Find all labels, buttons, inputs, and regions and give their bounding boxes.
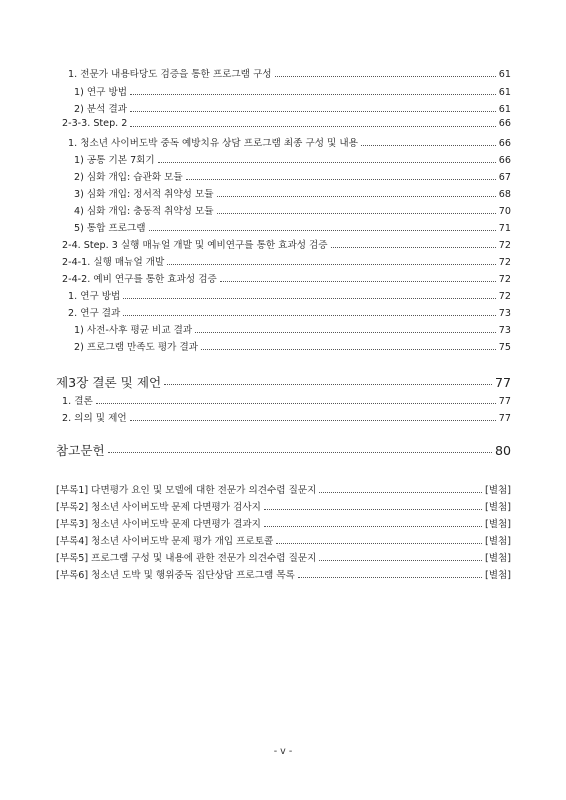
toc-entry-label: 2-3-3. Step. 2 bbox=[62, 118, 128, 129]
toc-leader bbox=[264, 526, 482, 527]
toc-entry bbox=[68, 288, 511, 302]
toc-leader bbox=[217, 196, 496, 197]
toc-entry bbox=[68, 135, 511, 149]
toc-leader bbox=[319, 492, 482, 493]
toc-entry-page: 68 bbox=[498, 189, 511, 200]
toc-leader bbox=[331, 247, 496, 248]
toc-entry-label: 2-4. Step. 3 실행 매뉴얼 개발 및 예비연구를 통한 효과성 검증 bbox=[62, 240, 328, 251]
toc-entry-page: 75 bbox=[498, 342, 511, 353]
toc-leader bbox=[264, 509, 482, 510]
toc-leader bbox=[195, 332, 496, 333]
toc-entry-page: 61 bbox=[498, 104, 511, 115]
toc-appendix-page: [별첨] bbox=[484, 536, 511, 547]
toc-entry-label: 2. 의의 및 제언 bbox=[62, 413, 127, 424]
toc-entry-label: 1. 전문가 내용타당도 검증을 통한 프로그램 구성 bbox=[68, 69, 272, 80]
toc-entry-label: 3) 심화 개입: 정서적 취약성 모듈 bbox=[74, 189, 214, 200]
toc-appendix bbox=[56, 499, 511, 513]
toc-entry bbox=[68, 305, 511, 319]
toc-chapter-label: 참고문헌 bbox=[56, 443, 105, 458]
toc-entry-label: 2) 심화 개입: 습관화 모듈 bbox=[74, 172, 183, 183]
toc-entry bbox=[74, 203, 511, 217]
toc-entry bbox=[74, 322, 511, 336]
toc-entry bbox=[74, 84, 511, 98]
toc-leader bbox=[108, 452, 492, 453]
toc-leader bbox=[164, 384, 492, 385]
toc-leader bbox=[298, 577, 482, 578]
toc-appendix-page: [별첨] bbox=[484, 519, 511, 530]
toc-appendix-page: [별첨] bbox=[484, 553, 511, 564]
page-number: - v - bbox=[273, 746, 293, 757]
toc-appendix-label: [부록6] 청소년 도박 및 행위중독 집단상담 프로그램 목록 bbox=[56, 570, 295, 581]
toc-entry-page: 72 bbox=[498, 274, 511, 285]
toc-leader bbox=[319, 560, 482, 561]
toc-chapter-label: 제3장 결론 및 제언 bbox=[56, 375, 162, 390]
toc-leader bbox=[158, 162, 496, 163]
toc-appendix bbox=[56, 567, 511, 581]
toc-appendix-page: [별첨] bbox=[484, 485, 511, 496]
toc-entry-page: 61 bbox=[498, 87, 511, 98]
toc-appendix bbox=[56, 550, 511, 564]
toc-entry bbox=[68, 66, 511, 80]
toc-entry-page: 73 bbox=[498, 308, 511, 319]
toc-entry-page: 73 bbox=[498, 325, 511, 336]
toc-entry bbox=[62, 393, 511, 407]
toc-chapter bbox=[56, 440, 511, 459]
toc-appendix bbox=[56, 482, 511, 496]
toc-entry-page: 72 bbox=[498, 240, 511, 251]
toc-leader bbox=[130, 94, 496, 95]
toc-appendix-label: [부록5] 프로그램 구성 및 내용에 관한 전문가 의견수렴 질문지 bbox=[56, 553, 317, 564]
toc-entry-page: 77 bbox=[498, 413, 511, 424]
toc-entry-label: 1) 사전-사후 평균 비교 결과 bbox=[74, 325, 193, 336]
toc-appendix-label: [부록4] 청소년 사이버도박 문제 평가 개입 프로토콜 bbox=[56, 536, 274, 547]
toc-leader bbox=[130, 420, 496, 421]
toc-leader bbox=[96, 403, 496, 404]
toc-leader bbox=[275, 76, 496, 77]
toc-entry-page: 61 bbox=[498, 69, 511, 80]
toc-entry-label: 1. 결론 bbox=[62, 396, 93, 407]
toc-appendix bbox=[56, 516, 511, 530]
toc-entry-label: 2. 연구 결과 bbox=[68, 308, 121, 319]
toc-chapter-page: 80 bbox=[494, 443, 511, 458]
toc-entry bbox=[74, 339, 511, 353]
toc-entry-page: 77 bbox=[498, 396, 511, 407]
toc-entry bbox=[74, 152, 511, 166]
toc-leader bbox=[149, 230, 496, 231]
toc-chapter bbox=[56, 372, 511, 391]
toc-entry-label: 1) 공통 기본 7회기 bbox=[74, 155, 155, 166]
toc-entry-page: 72 bbox=[498, 257, 511, 268]
toc-entry-page: 72 bbox=[498, 291, 511, 302]
toc-leader bbox=[130, 126, 495, 127]
toc-entry bbox=[62, 271, 511, 285]
toc-leader bbox=[123, 315, 495, 316]
toc-entry-label: 2-4-1. 실행 매뉴얼 개발 bbox=[62, 257, 165, 268]
toc-leader bbox=[220, 281, 496, 282]
toc-leader bbox=[130, 111, 496, 112]
toc-entry-label: 1) 연구 방법 bbox=[74, 87, 128, 98]
toc-appendix-label: [부록2] 청소년 사이버도박 문제 다면평가 검사지 bbox=[56, 502, 261, 513]
toc-entry bbox=[62, 237, 511, 251]
toc-entry bbox=[62, 254, 511, 268]
toc-entry bbox=[62, 410, 511, 424]
toc-entry-label: 5) 통합 프로그램 bbox=[74, 223, 146, 234]
toc-leader bbox=[167, 264, 495, 265]
toc-leader bbox=[186, 179, 496, 180]
toc-appendix-page: [별첨] bbox=[484, 570, 511, 581]
toc-leader bbox=[201, 349, 496, 350]
toc-entry-label: 4) 심화 개입: 충동적 취약성 모듈 bbox=[74, 206, 214, 217]
toc-entry bbox=[74, 101, 511, 115]
toc-leader bbox=[123, 298, 495, 299]
toc-entry-label: 2-4-2. 예비 연구를 통한 효과성 검증 bbox=[62, 274, 217, 285]
toc-leader bbox=[217, 213, 496, 214]
toc-appendix bbox=[56, 533, 511, 547]
toc-leader bbox=[276, 543, 482, 544]
toc-appendix-label: [부록3] 청소년 사이버도박 문제 다면평가 결과지 bbox=[56, 519, 261, 530]
toc-entry-page: 66 bbox=[498, 138, 511, 149]
toc-entry-label: 2) 분석 결과 bbox=[74, 104, 128, 115]
toc-entry-page: 66 bbox=[498, 155, 511, 166]
toc-entry-page: 71 bbox=[498, 223, 511, 234]
toc-entry-label: 2) 프로그램 만족도 평가 결과 bbox=[74, 342, 198, 353]
toc-entry-label: 1. 연구 방법 bbox=[68, 291, 121, 302]
toc-entry-label: 1. 청소년 사이버도박 중독 예방치유 상담 프로그램 최종 구성 및 내용 bbox=[68, 138, 358, 149]
toc-entry bbox=[74, 169, 511, 183]
toc-chapter-page: 77 bbox=[494, 375, 511, 390]
toc-leader bbox=[361, 145, 496, 146]
toc-entry-page: 70 bbox=[498, 206, 511, 217]
toc-entry bbox=[74, 186, 511, 200]
toc-appendix-page: [별첨] bbox=[484, 502, 511, 513]
toc-entry bbox=[62, 118, 511, 129]
toc-entry bbox=[74, 220, 511, 234]
toc-entry-page: 66 bbox=[498, 118, 511, 129]
toc-appendix-label: [부록1] 다면평가 요인 및 모델에 대한 전문가 의견수렴 질문지 bbox=[56, 485, 317, 496]
toc-entry-page: 67 bbox=[498, 172, 511, 183]
